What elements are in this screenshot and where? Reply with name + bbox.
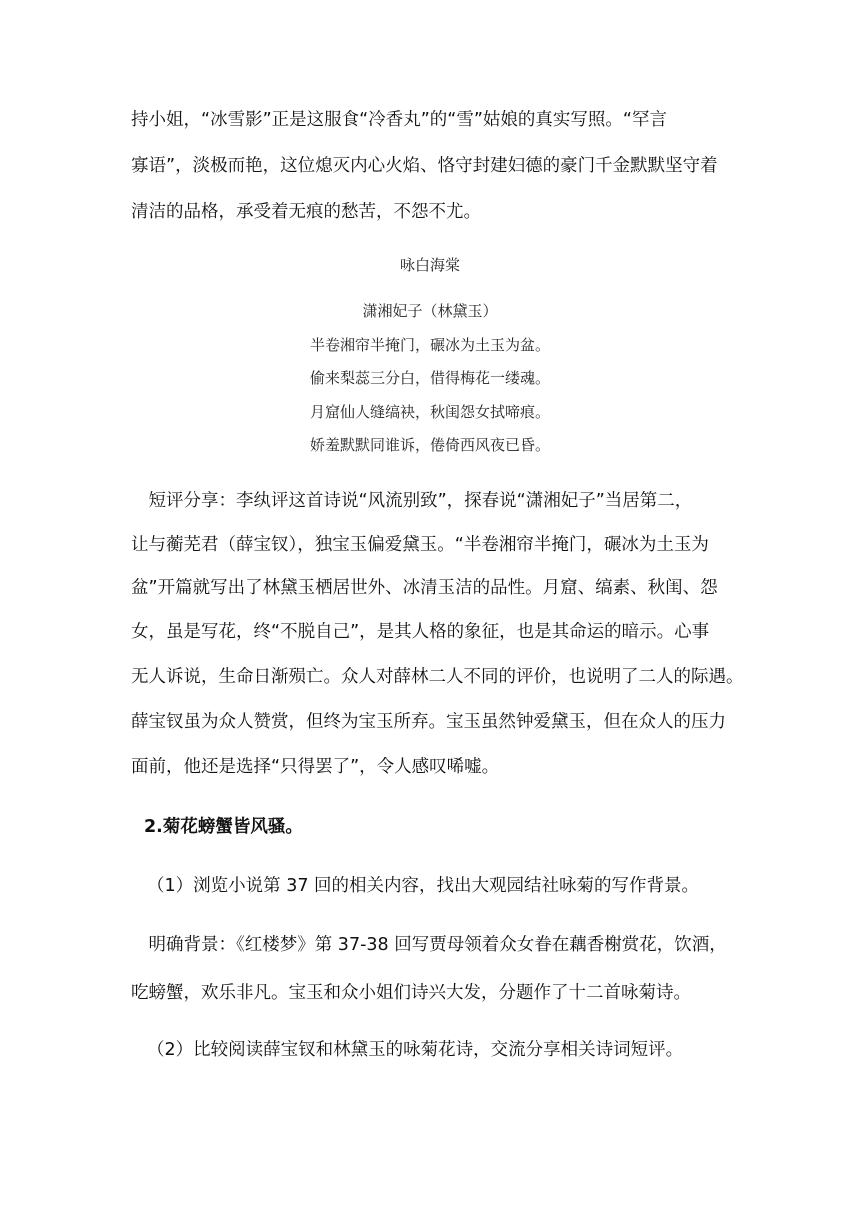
section-heading: 2.菊花螃蟹皆风骚。 bbox=[144, 817, 303, 837]
poem-line: 偷来梨蕊三分白，借得梅花一缕魂。 bbox=[309, 369, 550, 387]
question-2: （2）比较阅读薛宝钗和林黛玉的咏菊花诗，交流分享相关诗词短评。 bbox=[147, 1040, 684, 1060]
question-1: （1）浏览小说第 37 回的相关内容，找出大观园结社咏菊的写作背景。 bbox=[147, 876, 700, 896]
poem-title: 咏白海棠 bbox=[399, 256, 460, 274]
commentary-line: 盆”开篇就写出了林黛玉栖居世外、冰清玉洁的品性。月窟、缟素、秋闺、怨 bbox=[131, 578, 718, 598]
poem-line: 娇羞默默同谁诉，倦倚西风夜已昏。 bbox=[309, 436, 550, 454]
poem-line: 半卷湘帘半掩门，碾冰为土玉为盆。 bbox=[309, 336, 550, 354]
commentary-line: 女，虽是写花，终“不脱自己”，是其人格的象征，也是其命运的暗示。心事 bbox=[131, 622, 710, 642]
answer-line: 吃螃蟹，欢乐非凡。宝玉和众小姐们诗兴大发，分题作了十二首咏菊诗。 bbox=[131, 983, 691, 1003]
commentary-line: 无人诉说，生命日渐殒亡。众人对薛林二人不同的评价，也说明了二人的际遇。 bbox=[131, 667, 744, 687]
commentary-line: 薛宝钗虽为众人赞赏，但终为宝玉所弃。宝玉虽然钟爱黛玉，但在众人的压力 bbox=[131, 712, 726, 732]
commentary-line: 面前，他还是选择“只得罢了”，令人感叹唏嘘。 bbox=[131, 757, 500, 777]
poem-author: 潇湘妃子（林黛玉） bbox=[362, 302, 498, 320]
answer-line: 明确背景：《红楼梦》第 37-38 回写贾母领着众女眷在藕香榭赏花，饮酒， bbox=[131, 935, 727, 955]
paragraph-line: 寡语”，淡极而艳，这位熄灭内心火焰、恪守封建妇德的豪门千金默默坚守着 bbox=[131, 156, 718, 176]
commentary-line: 短评分享：李纨评这首诗说“风流别致”，探春说“潇湘妃子”当居第二， bbox=[131, 491, 693, 511]
paragraph-line: 清洁的品格，承受着无痕的愁苦，不怨不尤。 bbox=[131, 202, 481, 222]
commentary-line: 让与蘅芜君（薛宝钗），独宝玉偏爱黛玉。“半卷湘帘半掩门，碾冰为土玉为 bbox=[131, 535, 709, 555]
paragraph-line: 持小姐，“冰雪影”正是这服食“冷香丸”的“雪”姑娘的真实写照。“罕言 bbox=[131, 110, 667, 130]
poem-line: 月窟仙人缝缟袂，秋闺怨女拭啼痕。 bbox=[309, 403, 550, 421]
